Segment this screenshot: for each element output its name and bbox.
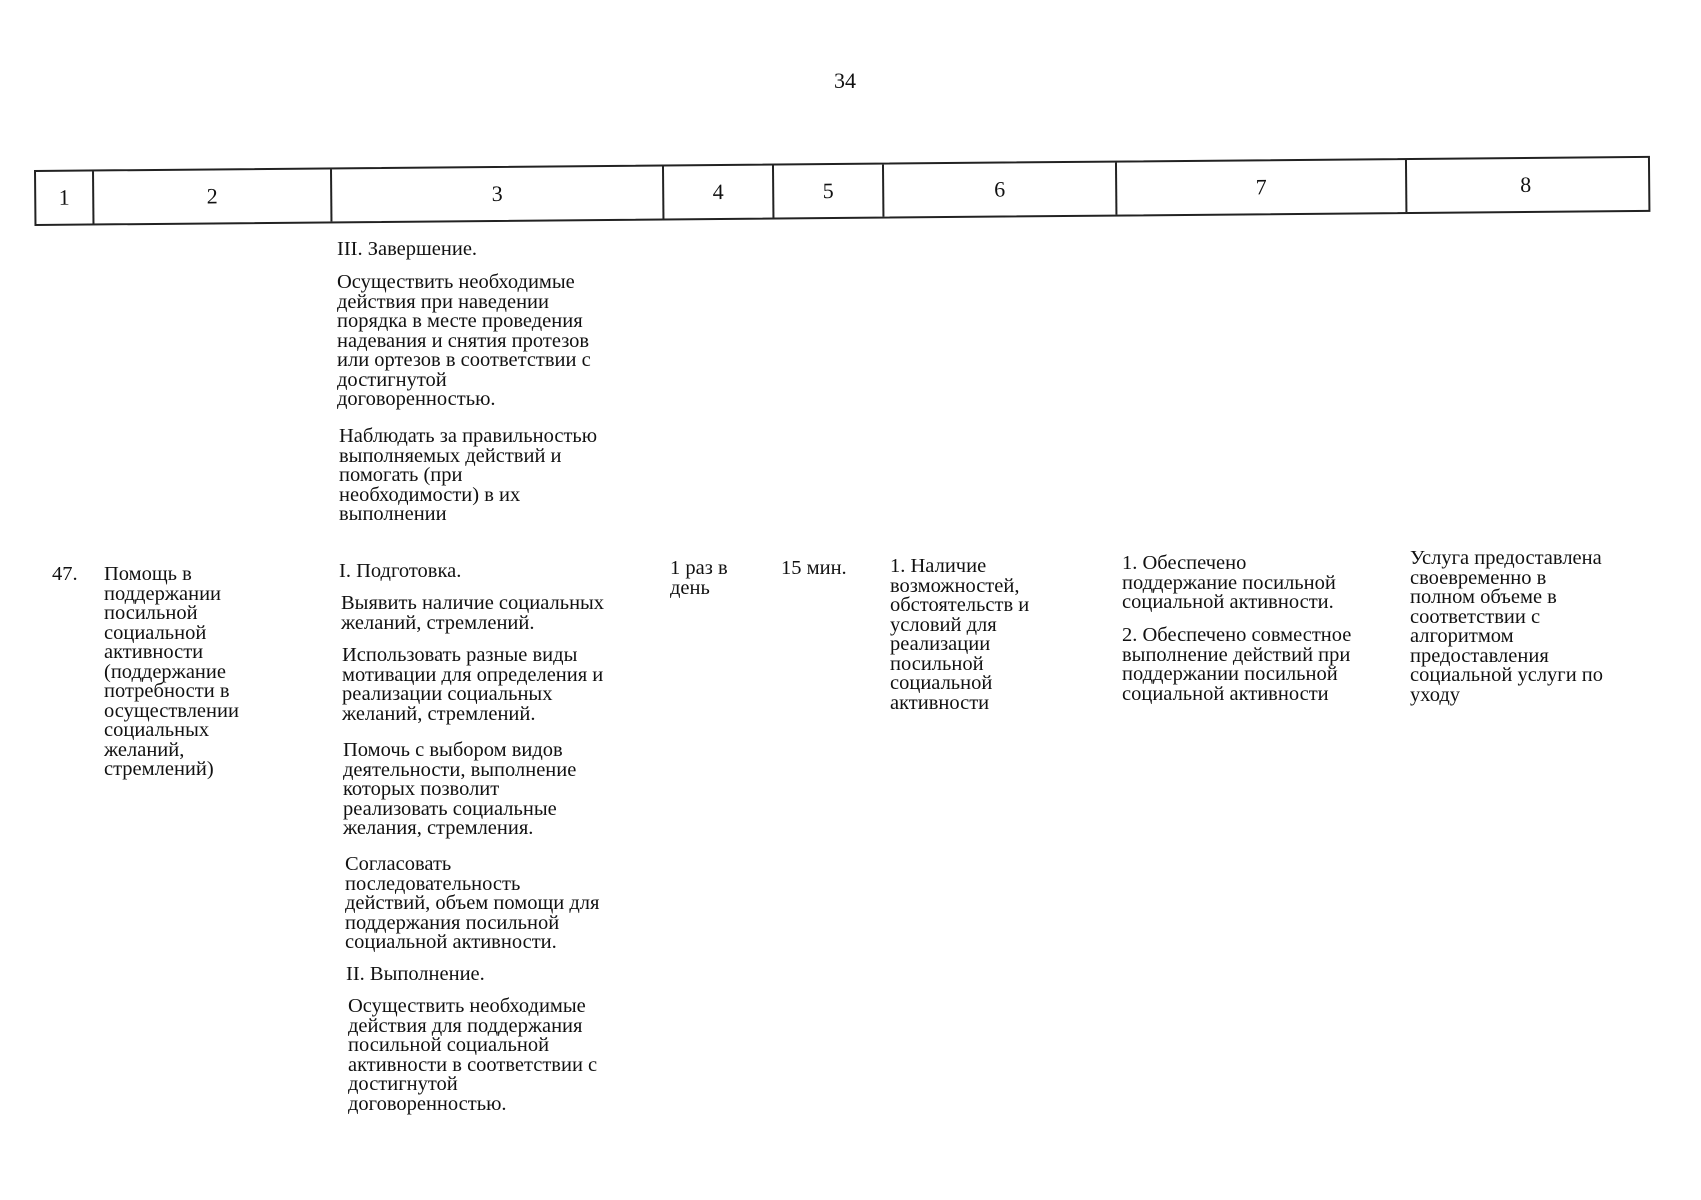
stage-3-paragraph-1: Осуществить необходимые действия при наведении порядка в месте проведения надевания и снятия протезов или ортезов в соответствии с достигнутой договоренностью. (337, 271, 591, 410)
row-47-result-2: 2. Обеспечено совместное выполнение действий при поддержании посильной социальной активности (1122, 624, 1352, 705)
stage-2-title: II. Выполнение. (346, 963, 485, 985)
stage-1-paragraph-2: Использовать разные виды мотивации для определения и реализации социальных желаний, стремлений. (342, 644, 604, 725)
row-47-result-1: 1. Обеспечено поддержание посильной социальной активности. (1122, 552, 1336, 613)
stage-1-paragraph-4: Согласовать последовательность действий, объем помощи для поддержания посильной социальной активности. (345, 853, 600, 953)
header-col-3: 3 (332, 167, 664, 222)
row-47-quality-criteria: Услуга предоставлена своевременно в полном объеме в соответствии с алгоритмом предоставления социальной услуги по уходу (1410, 547, 1604, 706)
stage-1-title: I. Подготовка. (339, 560, 462, 582)
header-col-1: 1 (36, 171, 94, 224)
stage-3-title: III. Завершение. (337, 238, 478, 260)
header-col-4: 4 (664, 166, 774, 219)
row-47-frequency: 1 раз в день (670, 557, 728, 599)
header-col-7: 7 (1117, 160, 1407, 215)
header-col-8: 8 (1520, 171, 1532, 198)
row-47-conditions: 1. Наличие возможностей, обстоятельств и условий для реализации посильной социальной активности (890, 555, 1030, 714)
header-col-2: 2 (94, 169, 332, 223)
stage-3-paragraph-2: Наблюдать за правильностью выполняемых действий и помогать (при необходимости) в их выполнении (339, 425, 598, 525)
header-col-5: 5 (774, 165, 884, 218)
page-number: 34 (834, 68, 856, 93)
table-header-row (34, 156, 1650, 226)
row-47-duration: 15 мин. (781, 557, 847, 579)
row-47-service-name: Помощь в поддержании посильной социальной активности (поддержание потребности в осуществлении социальных желаний, стремлений) (104, 563, 239, 780)
stage-1-paragraph-3: Помочь с выбором видов деятельности, выполнение которых позволит реализовать социальные желания, стремления. (343, 739, 577, 839)
stage-1-paragraph-1: Выявить наличие социальных желаний, стремлений. (341, 592, 605, 634)
stage-2-paragraph-1: Осуществить необходимые действия для поддержания посильной социальной активности в соответствии с достигнутой договоренностью. (348, 995, 598, 1115)
row-47-number: 47. (52, 563, 78, 585)
header-col-6: 6 (884, 163, 1117, 217)
